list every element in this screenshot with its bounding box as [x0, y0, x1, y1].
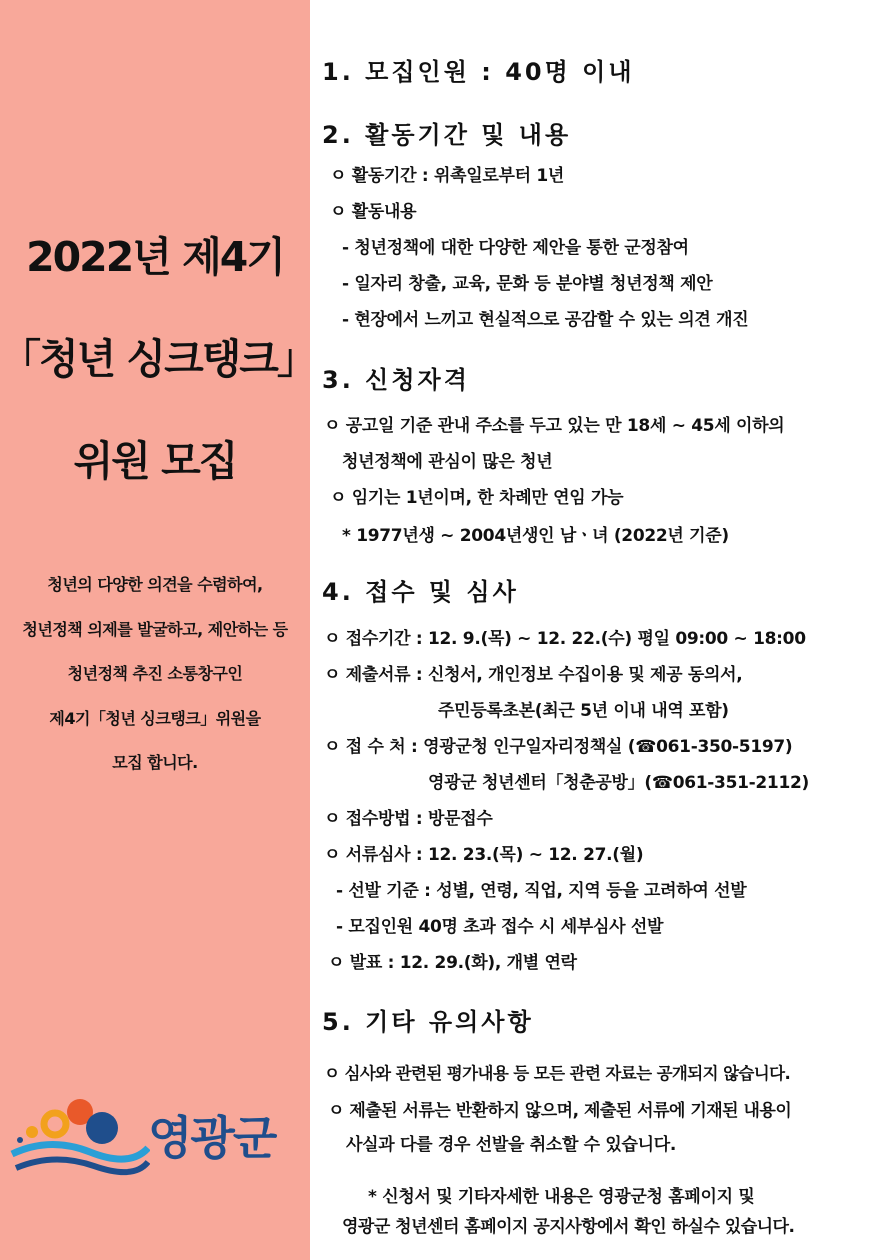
section-4-line: ㅇ 접수기간 : 12. 9.(목) ~ 12. 22.(수) 평일 09:00 ~ 18:00	[324, 629, 806, 649]
section-4-line: - 모집인원 40명 초과 접수 시 세부심사 선발	[336, 917, 664, 937]
section-5-line: ㅇ 제출된 서류는 반환하지 않으며, 제출된 서류에 기재된 내용이	[328, 1101, 792, 1121]
section-4-line: ㅇ 접수방법 : 방문접수	[324, 809, 493, 829]
section-2-line: - 청년정책에 대한 다양한 제안을 통한 군정참여	[342, 238, 689, 258]
section-2-line: - 현장에서 느끼고 현실적으로 공감할 수 있는 의견 개진	[342, 310, 749, 330]
section-3-heading: 3. 신청자격	[322, 366, 470, 394]
section-1-heading: 1. 모집인원 : 40명 이내	[322, 58, 635, 86]
section-4-line: 영광군 청년센터「청춘공방」(☎061-351-2112)	[428, 773, 809, 793]
section-3-line: * 1977년생 ~ 2004년생인 남ㆍ녀 (2022년 기준)	[342, 526, 729, 546]
section-3-line: ㅇ 공고일 기준 관내 주소를 두고 있는 만 18세 ~ 45세 이하의	[324, 416, 785, 436]
title-line-1: 2022년 제4기	[26, 233, 284, 281]
title-line-2: 「청년 싱크탱크」	[0, 335, 316, 383]
footnote-line: * 신청서 및 기타자세한 내용은 영광군청 홈페이지 및	[368, 1187, 755, 1207]
title-line-3: 위원 모집	[73, 437, 237, 485]
intro-line-4: 제4기「청년 싱크탱크」위원을	[49, 709, 261, 728]
intro-line-1: 청년의 다양한 의견을 수렴하여,	[47, 575, 263, 594]
section-3-line: ㅇ 임기는 1년이며, 한 차례만 연임 가능	[330, 488, 624, 508]
section-4-line: ㅇ 접 수 처 : 영광군청 인구일자리정책실 (☎061-350-5197)	[324, 737, 793, 757]
logo-emblem-icon	[10, 1092, 150, 1182]
right-panel	[310, 0, 891, 1260]
section-2-line: ㅇ 활동내용	[330, 202, 417, 222]
section-4-line: ㅇ 발표 : 12. 29.(화), 개별 연락	[328, 953, 577, 973]
logo-text: 영광군	[148, 1111, 276, 1165]
section-5-line: 사실과 다를 경우 선발을 취소할 수 있습니다.	[346, 1135, 677, 1155]
section-4-line: ㅇ 서류심사 : 12. 23.(목) ~ 12. 27.(월)	[324, 845, 644, 865]
section-5-heading: 5. 기타 유의사항	[322, 1008, 534, 1036]
section-2-line: - 일자리 창출, 교육, 문화 등 분야별 청년정책 제안	[342, 274, 713, 294]
section-4-line: ㅇ 제출서류 : 신청서, 개인정보 수집이용 및 제공 동의서,	[324, 665, 743, 685]
intro-line-3: 청년정책 추진 소통창구인	[67, 664, 243, 683]
section-2-heading: 2. 활동기간 및 내용	[322, 121, 572, 149]
yeonggwang-logo	[10, 1092, 300, 1182]
intro-line-2: 청년정책 의제를 발굴하고, 제안하는 등	[22, 620, 288, 639]
section-4-line: 주민등록초본(최근 5년 이내 내역 포함)	[438, 701, 729, 721]
section-5-line: ㅇ 심사와 관련된 평가내용 등 모든 관련 자료는 공개되지 않습니다.	[324, 1064, 791, 1083]
section-3-line: 청년정책에 관심이 많은 청년	[342, 452, 553, 472]
intro-line-5: 모집 합니다.	[112, 753, 198, 772]
section-4-heading: 4. 접수 및 심사	[322, 578, 519, 606]
section-2-line: ㅇ 활동기간 : 위촉일로부터 1년	[330, 166, 564, 186]
footnote-line: 영광군 청년센터 홈페이지 공지사항에서 확인 하실수 있습니다.	[342, 1217, 795, 1237]
left-panel	[0, 0, 316, 1260]
section-4-line: - 선발 기준 : 성별, 연령, 직업, 지역 등을 고려하여 선발	[336, 881, 747, 901]
